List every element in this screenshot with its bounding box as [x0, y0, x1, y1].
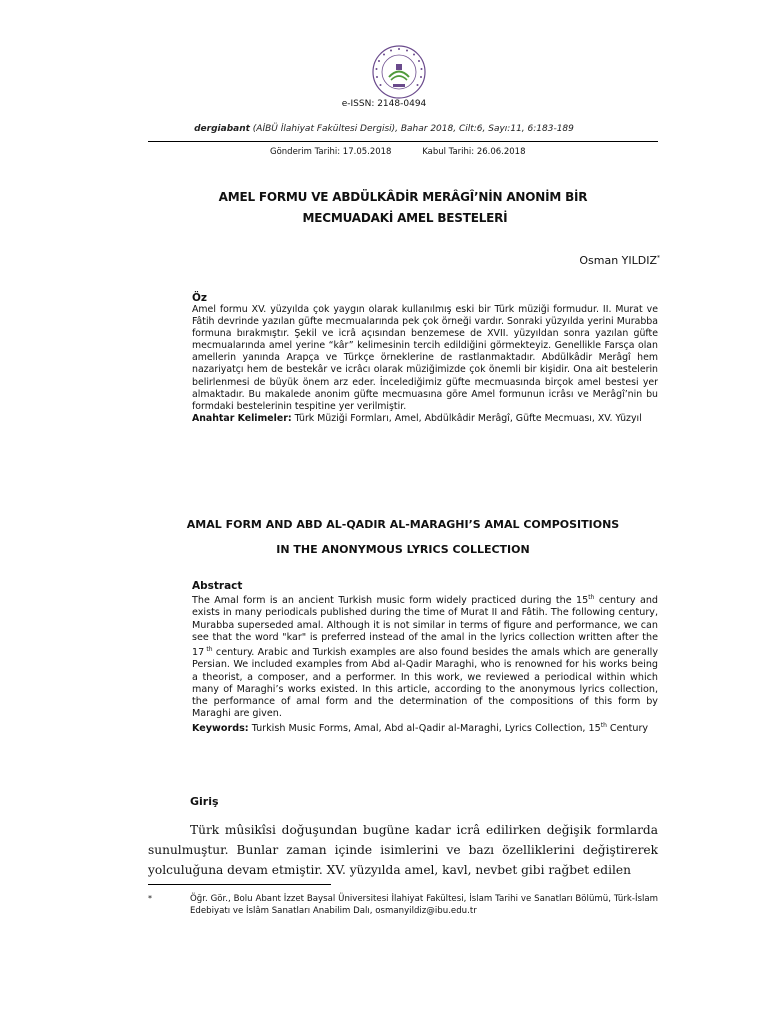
oz-keywords	[192, 413, 658, 425]
abstract-part-2: century and exists in many periodicals published during the time of Murat II and Fâtih. The following century, Murabba superseded amal. Although it is not similar in terms of figure and performance, we can see that the word "kar" is preferred instead of the amal in the lyrics collection written after the 17	[192, 595, 658, 659]
journal-name: dergiabant	[194, 124, 250, 134]
abstract-sup-2: th	[204, 646, 213, 653]
abstract-keywords-label: Keywords:	[192, 723, 249, 735]
journal-citation	[0, 124, 768, 134]
author-name: Osman YILDIZ	[579, 254, 657, 267]
university-seal-logo-icon	[371, 44, 427, 100]
footnote-divider	[148, 884, 331, 885]
footnote-text: Öğr. Gör., Bolu Abant İzzet Baysal Üniversitesi İlahiyat Fakültesi, İslam Tarihi ve Sanatları Bölümü, Türk-İslam Edebiyatı ve İslâm Sanatları Anabilim Dalı, osmanyildiz@ibu.edu.tr	[190, 894, 658, 916]
intro-heading: Giriş	[190, 795, 219, 808]
author-footnote-mark: *	[657, 254, 660, 262]
oz-keywords-label: Anahtar Kelimeler:	[192, 412, 292, 424]
author	[579, 254, 660, 267]
turkish-abstract	[192, 292, 658, 425]
citation-details: (AİBÜ İlahiyat Fakültesi Dergisi), Bahar 2018, Cilt:6, Sayı:11, 6:183-189	[249, 124, 574, 134]
oz-heading: Öz	[192, 292, 208, 304]
title-line-2: MECMUADAKİ AMEL BESTELERİ	[302, 211, 508, 225]
english-title-line-2: IN THE ANONYMOUS LYRICS COLLECTION	[276, 543, 530, 556]
abstract-keywords-end: Century	[606, 723, 649, 735]
accepted-date: Kabul Tarihi: 26.06.2018	[422, 147, 526, 157]
abstract-part-3: century. Arabic and Turkish examples are also found besides the amals which are generally Persian. We included examples from Abd al-Qadir Maraghi, who is renowned for his works being a theorist, a composer, and a performer. In this work, we reviewed a periodical within which many of Maraghi’s works existed. In this article, according to the anonymous lyrics collection, the performance of amal form and the determination of the compositions of this form by Maraghi are given.	[192, 647, 659, 720]
footnote-mark: *	[148, 894, 152, 903]
english-title-line-1: AMAL FORM AND ABD AL-QADIR AL-MARAGHI’S AMAL COMPOSITIONS	[186, 518, 620, 531]
abstract-keywords-list: Turkish Music Forms, Amal, Abd al-Qadir al-Maraghi, Lyrics Collection, 15	[248, 723, 601, 735]
header-divider	[148, 141, 658, 142]
oz-keywords-list: Türk Müziği Formları, Amel, Abdülkâdir Merâgî, Güfte Mecmuası, XV. Yüzyıl	[291, 412, 642, 424]
abstract-keywords-sup: th	[600, 722, 607, 730]
title-line-1: AMEL FORMU VE ABDÜLKÂDİR MERÂGÎ’NİN ANONİM BİR	[218, 190, 588, 204]
intro-text: Türk mûsikîsi doğuşundan bugüne kadar icrâ edilirken değişik formlarda sunulmuştur. Bunlar zaman içinde isimlerini ve bazı özelliklerini değiştirerek yolculuğuna devam etmiştir. XV. yüzyılda amel, kavl, nevbet gibi rağbet edilen	[148, 823, 658, 877]
issn: e-ISSN: 2148-0494	[341, 99, 427, 109]
abstract-heading: Abstract	[192, 580, 243, 592]
oz-text: Amel formu XV. yüzyılda çok yaygın olarak kullanılmış eski bir Türk müziği formudur. II. Murat ve Fâtih devrinde yazılan güfte mecmualarında pek çok örneği vardır. Sonraki yüzyılda yerini Murabba formuna bırakmıştır. Şekil ve icrâ açısından benzemese de XVII. yüzyıldan sonra yazılan güfte mecmualarında amel yerine “kâr” kelimesinin tercih edildiğini görmekteyiz. Genellikle Farsça olan amellerin yanında Arapça ve Türkçe örneklerine de rastlanmaktadır. Abdülkâdir Merâgî hem nazariyatçı hem de bestekâr ve icrâcı olarak müziğimizde çok önemli bir kişidir. Ona ait bestelerin belirlenmesi de büyük önem arz eder. İncelediğimiz güfte mecmuasında birçok amel bestesi yer almaktadır. Bu makalede anonim güfte mecmuasına göre Amel formunun icrâsı ve Merâgî’nin bu formdaki bestelerinin tespitine yer verilmiştir.	[192, 304, 658, 412]
submission-dates	[270, 147, 554, 157]
submitted-date: Gönderim Tarihi: 17.05.2018	[270, 147, 392, 157]
english-abstract	[192, 580, 658, 736]
abstract-part-1: The Amal form is an ancient Turkish music form widely practiced during the 15	[192, 595, 589, 607]
abstract-text	[192, 592, 658, 720]
abstract-sup-1: th	[588, 594, 595, 601]
abstract-keywords	[192, 720, 658, 735]
